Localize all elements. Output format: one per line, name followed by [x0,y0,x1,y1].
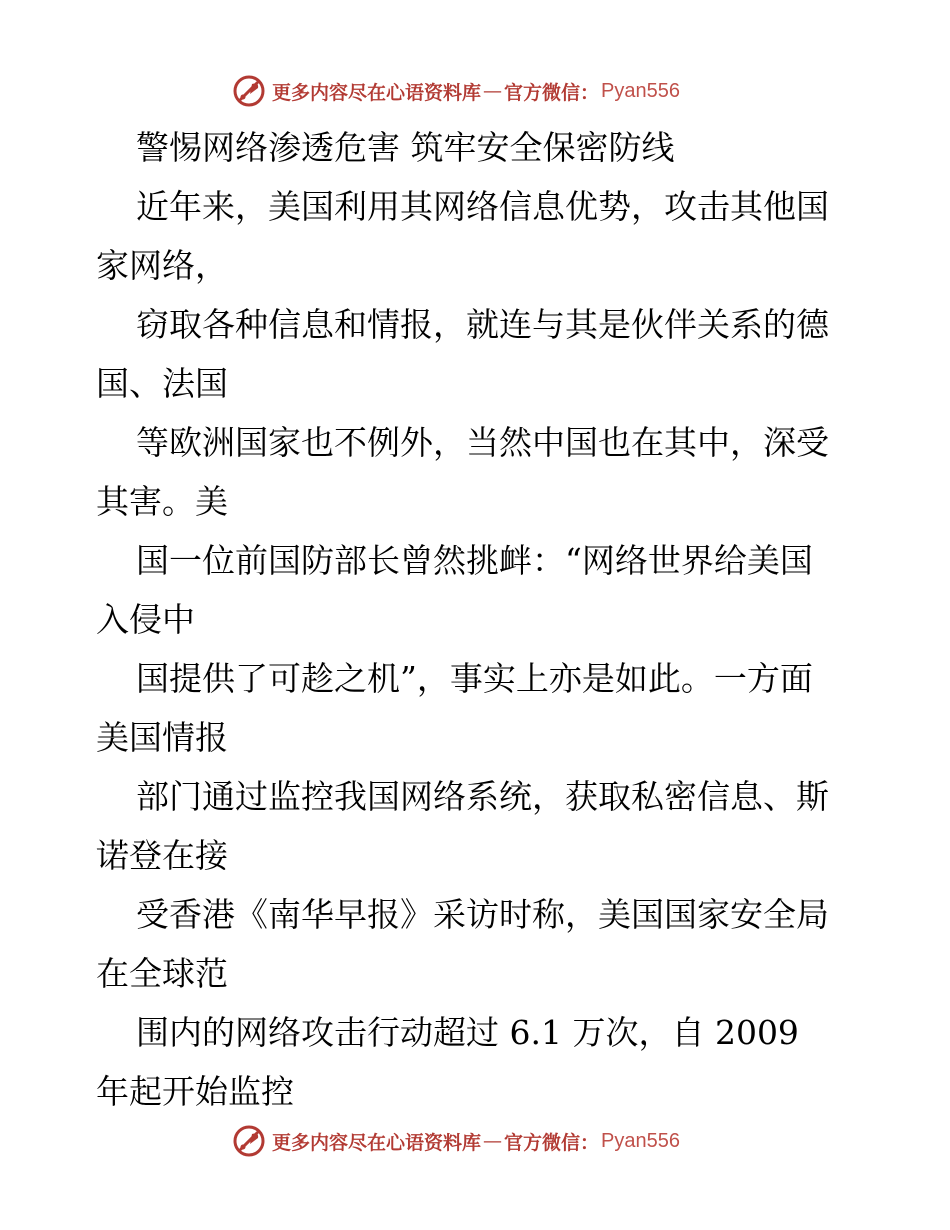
body-line: 围内的网络攻击行动超过 6.1 万次，自 2009 [136,1013,799,1052]
banner-wechat-label: 官方微信： [504,1131,600,1154]
body-line: 窃取各种信息和情报，就连与其是伙伴关系的德 [136,305,829,344]
body-line: 家网络， [96,246,228,285]
body-line: 其害。美 [96,482,228,521]
body-line: 近年来，美国利用其网络信息优势，攻击其他国 [136,187,829,226]
body-line: 国、法国 [96,364,228,403]
banner-dash: — [483,1130,503,1152]
body-line: 在全球范 [96,954,228,993]
body-line: 国一位前国防部长曾然挑衅：“网络世界给美国 [136,541,813,580]
banner-slogan: 更多内容尽在心语资料库 [272,1131,482,1154]
body-line: 国提供了可趁之机”，事实上亦是如此。一方面 [136,659,813,698]
body-line: 诺登在接 [96,836,228,875]
quill-logo-icon [232,74,266,108]
banner-slogan: 更多内容尽在心语资料库 [272,81,482,104]
body-line: 美国情报 [96,718,228,757]
banner-wechat-id: Pyan556 [601,79,680,102]
banner-dash: — [483,80,503,102]
banner-wechat-label: 官方微信： [504,81,600,104]
document-body [96,118,856,1121]
quill-logo-icon [232,1124,266,1158]
banner-wechat-id: Pyan556 [601,1129,680,1152]
body-line: 受香港《南华早报》采访时称，美国国家安全局 [136,895,829,934]
body-line: 年起开始监控 [96,1072,294,1111]
header-banner [232,74,680,108]
body-line: 等欧洲国家也不例外，当然中国也在其中，深受 [136,423,829,462]
footer-banner [232,1124,680,1158]
body-line: 部门通过监控我国网络系统，获取私密信息、斯 [136,777,829,816]
document-title: 警惕网络渗透危害 筑牢安全保密防线 [136,128,675,167]
body-line: 入侵中 [96,600,195,639]
